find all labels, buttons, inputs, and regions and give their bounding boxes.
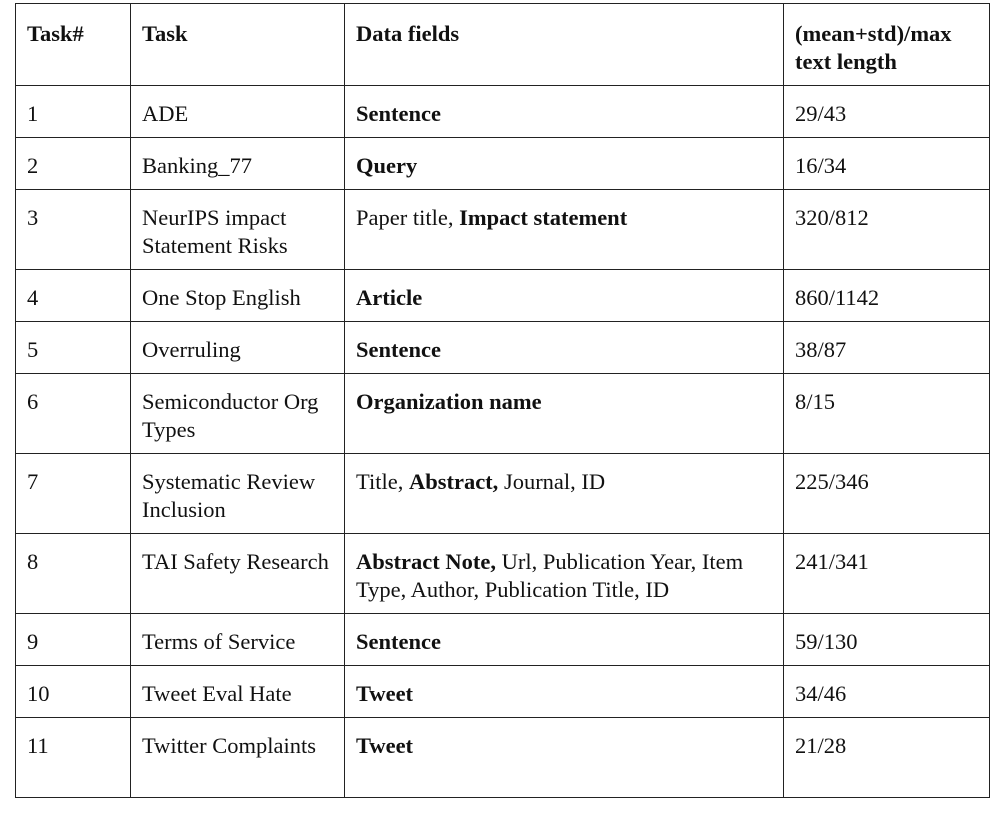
field-name-bold: Tweet: [356, 733, 414, 758]
data-fields-cell: [345, 270, 784, 322]
task-name-cell: One Stop English: [131, 270, 345, 322]
header-data-fields: Data fields: [345, 4, 784, 86]
table-body: [16, 86, 990, 798]
data-fields-cell: [345, 86, 784, 138]
table-row: [16, 614, 990, 666]
text-length-cell: 59/130: [784, 614, 990, 666]
data-fields-cell: [345, 374, 784, 454]
task-num-cell: 5: [16, 322, 131, 374]
header-task: Task: [131, 4, 345, 86]
task-num-cell: 3: [16, 190, 131, 270]
field-name-bold: Organization name: [356, 389, 542, 414]
task-table: [15, 3, 990, 798]
data-fields-cell: [345, 322, 784, 374]
table-row: [16, 86, 990, 138]
data-fields-cell: [345, 454, 784, 534]
table-row: [16, 138, 990, 190]
field-name-bold: Query: [356, 153, 418, 178]
table-row: [16, 374, 990, 454]
task-name-cell: ADE: [131, 86, 345, 138]
table-row: [16, 534, 990, 614]
data-fields-cell: [345, 666, 784, 718]
field-name: Url, Publication Year, Item Type, Author, Publication Title, ID: [356, 549, 744, 602]
data-fields-cell: [345, 190, 784, 270]
header-text-length: (mean+std)/max text length: [784, 4, 990, 86]
text-length-cell: 241/341: [784, 534, 990, 614]
task-name-cell: Semiconductor Org Types: [131, 374, 345, 454]
field-name-bold: Sentence: [356, 629, 441, 654]
header-row: [16, 4, 990, 86]
data-fields-cell: [345, 718, 784, 798]
table-row: [16, 718, 990, 798]
task-num-cell: 8: [16, 534, 131, 614]
field-name: Journal, ID: [498, 469, 606, 494]
task-num-cell: 11: [16, 718, 131, 798]
table-row: [16, 322, 990, 374]
task-name-cell: NeurIPS impact Statement Risks: [131, 190, 345, 270]
text-length-cell: 29/43: [784, 86, 990, 138]
task-num-cell: 2: [16, 138, 131, 190]
task-name-cell: Twitter Complaints: [131, 718, 345, 798]
field-name-bold: Abstract,: [408, 469, 499, 494]
field-name-bold: Tweet: [356, 681, 414, 706]
data-fields-cell: [345, 534, 784, 614]
table-row: [16, 454, 990, 534]
table-row: [16, 190, 990, 270]
task-name-cell: Terms of Service: [131, 614, 345, 666]
table-row: [16, 666, 990, 718]
text-length-cell: 225/346: [784, 454, 990, 534]
task-name-cell: Overruling: [131, 322, 345, 374]
field-name-bold: Sentence: [356, 337, 441, 362]
task-num-cell: 1: [16, 86, 131, 138]
text-length-cell: 860/1142: [784, 270, 990, 322]
table-header: [16, 4, 990, 86]
field-name: Paper title,: [356, 205, 460, 230]
table-row: [16, 270, 990, 322]
task-name-cell: Tweet Eval Hate: [131, 666, 345, 718]
task-num-cell: 9: [16, 614, 131, 666]
task-num-cell: 4: [16, 270, 131, 322]
task-name-cell: Banking_77: [131, 138, 345, 190]
text-length-cell: 38/87: [784, 322, 990, 374]
task-name-cell: TAI Safety Research: [131, 534, 345, 614]
header-task-num: Task#: [16, 4, 131, 86]
data-fields-cell: [345, 138, 784, 190]
text-length-cell: 8/15: [784, 374, 990, 454]
field-name-bold: Article: [356, 285, 423, 310]
text-length-cell: 21/28: [784, 718, 990, 798]
task-num-cell: 10: [16, 666, 131, 718]
field-name-bold: Abstract Note,: [356, 549, 496, 574]
field-name-bold: Sentence: [356, 101, 441, 126]
field-name: Title,: [356, 469, 409, 494]
data-fields-cell: [345, 614, 784, 666]
field-name-bold: Impact statement: [459, 205, 628, 230]
task-name-cell: Systematic Review Inclusion: [131, 454, 345, 534]
task-num-cell: 6: [16, 374, 131, 454]
task-num-cell: 7: [16, 454, 131, 534]
text-length-cell: 16/34: [784, 138, 990, 190]
text-length-cell: 34/46: [784, 666, 990, 718]
text-length-cell: 320/812: [784, 190, 990, 270]
